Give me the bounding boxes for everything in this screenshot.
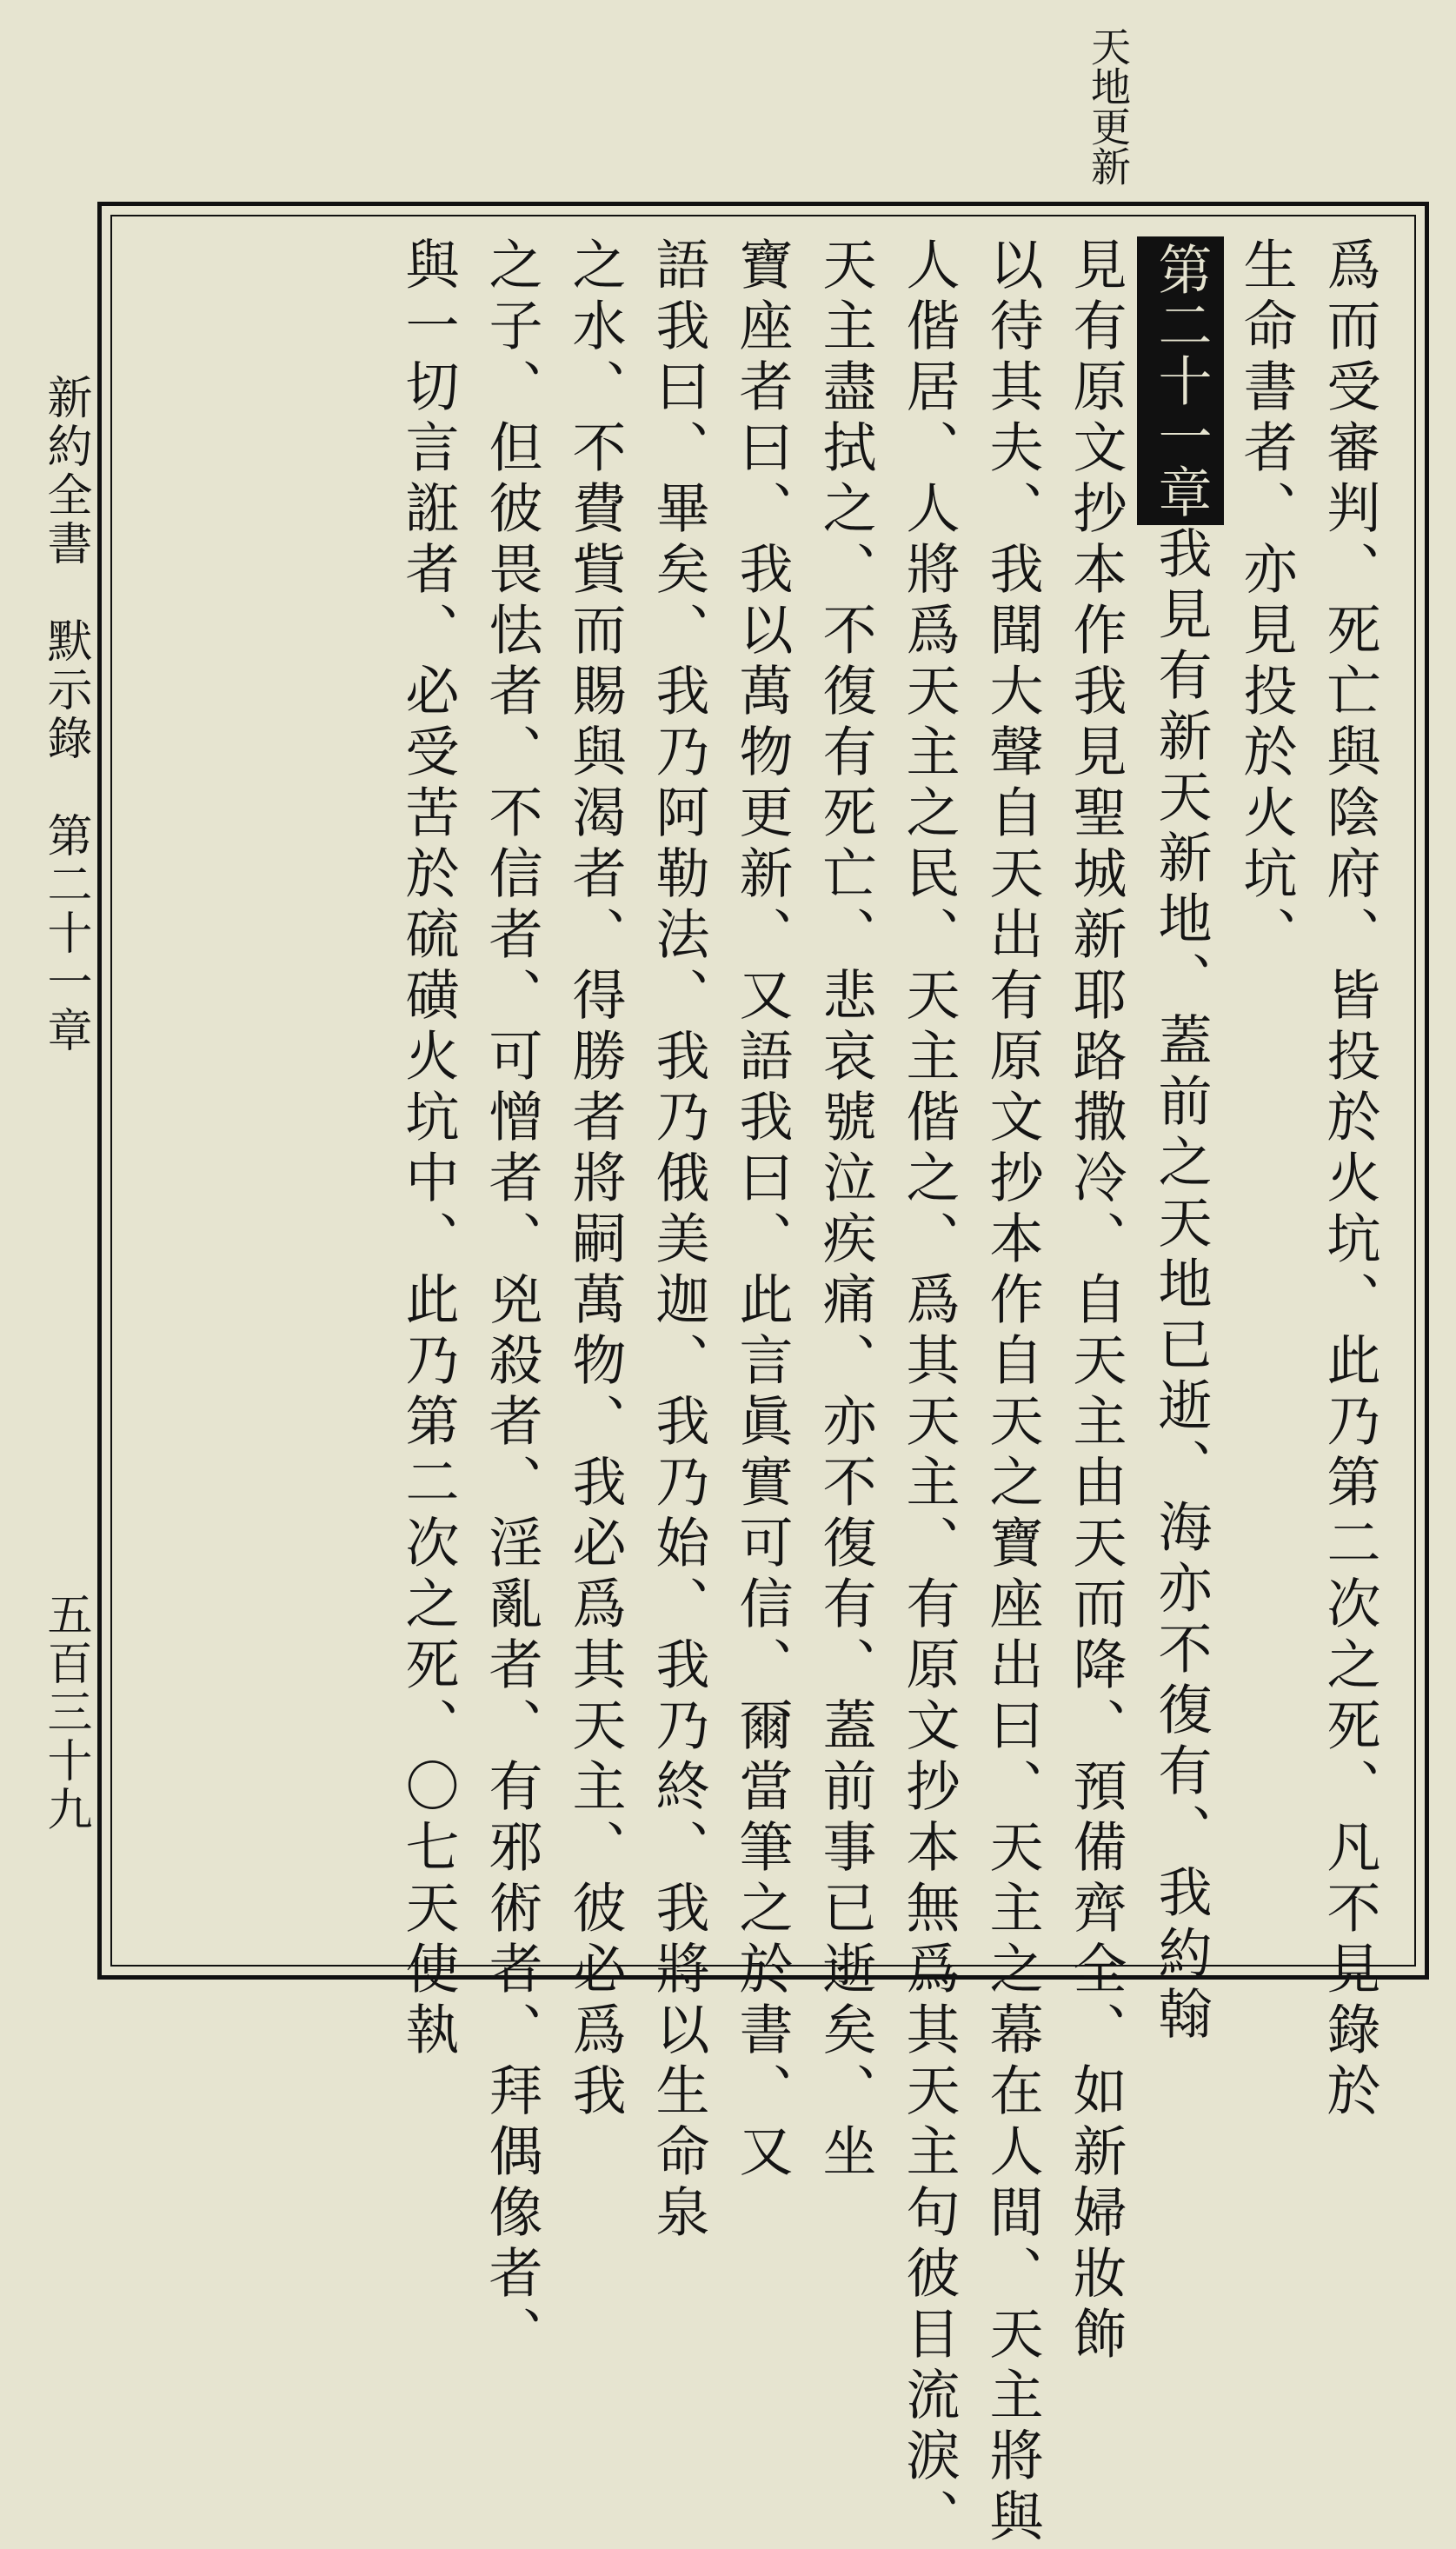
- text-column: 語我曰、畢矣、我乃阿勒法、我乃俄美迦、我乃始、我乃終、我將以生命泉: [647, 236, 710, 2245]
- text-column: 之水、不費貲而賜與渴者、得勝者將嗣萬物、我必爲其天主、彼必爲我: [563, 236, 627, 2123]
- main-text: [139, 236, 1391, 2549]
- text-column: 以待其夫、我聞大聲自天出有原文抄本作自天之寶座出曰、天主之幕在人間、天主將與: [981, 236, 1044, 2549]
- running-title: 天地更新: [1085, 26, 1132, 186]
- chapter-heading: 第二十一章: [1137, 236, 1224, 525]
- text-column: 生命書者、亦見投於火坑、: [1234, 236, 1298, 967]
- text-column: 爲而受審判、死亡與陰府、皆投於火坑、此乃第二次之死、凡不見錄於: [1318, 236, 1381, 2123]
- text-column-chapter-start: [1137, 236, 1224, 2047]
- text-column: 與一切言誑者、必受苦於硫磺火坑中、此乃第二次之死、〇七天使執: [396, 236, 460, 2062]
- text-column: 之子、但彼畏怯者、不信者、可憎者、兇殺者、淫亂者、有邪術者、拜偶像者、: [480, 236, 543, 2366]
- book-chapter-label: 新約全書 默示錄 第二十一章: [39, 374, 91, 1055]
- text-column: 我見有新天新地、蓋前之天地已逝、海亦不復有、我約翰: [1149, 525, 1213, 2047]
- text-column: 見有原文抄本作我見聖城新耶路撒冷、自天主由天而降、預備齊全、如新婦妝飾: [1064, 236, 1127, 2366]
- text-column: 天主盡拭之、不復有死亡、悲哀號泣疾痛、亦不復有、蓋前事已逝矣、坐: [814, 236, 877, 2184]
- page-number: 五百三十九: [39, 1591, 91, 1834]
- text-column: 寶座者曰、我以萬物更新、又語我曰、此言眞實可信、爾當筆之於書、又: [730, 236, 794, 2184]
- text-column: 人偕居、人將爲天主之民、天主偕之、爲其天主、有原文抄本無爲其天主句彼目流淚、: [897, 236, 961, 2549]
